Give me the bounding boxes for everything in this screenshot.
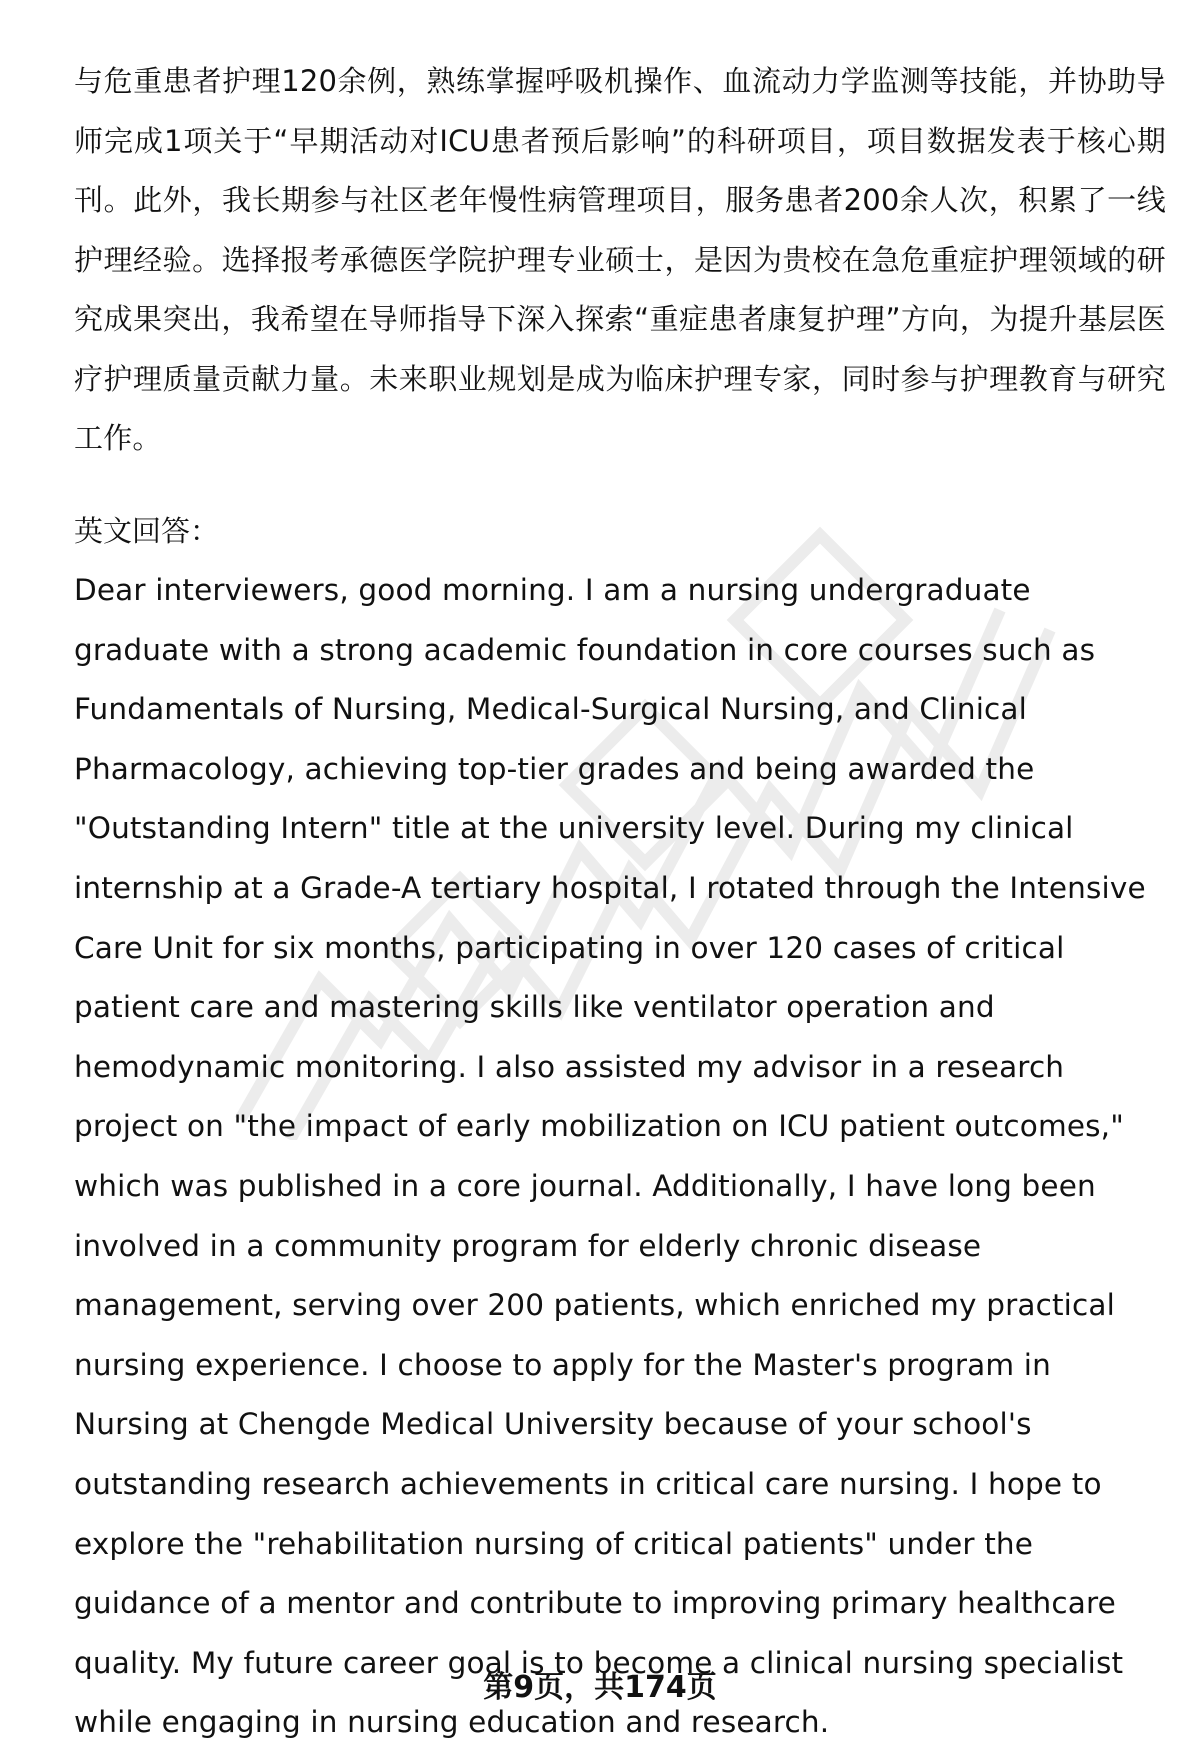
english-answer-paragraph: Dear interviewers, good morning. I am a nursing undergraduate graduate with a strong academic foundation in core courses such as Fundamentals of Nursing, Medical-Surgical Nursing, and Clinical Pharmacology, achieving top-tier grades and being awarded the "Outstanding Intern" title at the university level. During my clinical internship at a Grade-A tertiary hospital, I rotated through the Intensive Care Unit for six months, participating in over 120 cases of critical patient care and mastering skills like ventilator operation and hemodynamic monitoring. I also assisted my advisor in a research project on "the impact of early mobilization on ICU patient outcomes," which was published in a core journal. Additionally, I have long been involved in a community program for elderly chronic disease management, serving over 200 patients, which enriched my practical nursing experience. I choose to apply for the Master's program in Nursing at Chengde Medical University because of your school's outstanding research achievements in critical care nursing. I hope to explore the "rehabilitation nursing of critical patients" under the guidance of a mentor and contribute to improving primary healthcare quality. My future career goal is to become a clinical nursing specialist while engaging in nursing education and research.: [74, 573, 1146, 1740]
chinese-answer-paragraph: 与危重患者护理120余例，熟练掌握呼吸机操作、血流动力学监测等技能，并协助导师完成1项关于“早期活动对ICU患者预后影响”的科研项目，项目数据发表于核心期刊。此外，我长期参与社区老年慢性病管理项目，服务患者200余人次，积累了一线护理经验。选择报考承德医学院护理专业硕士，是因为贵校在急危重症护理领域的研究成果突出，我希望在导师指导下深入探索“重症患者康复护理”方向，为提升基层医疗护理质量贡献力量。未来职业规划是成为临床护理专家，同时参与护理教育与研究工作。: [74, 64, 1166, 455]
page-number-footer: 第9页，共174页: [483, 1670, 717, 1705]
document-body: [74, 52, 1166, 1753]
english-answer-label: 英文回答：: [74, 513, 220, 548]
